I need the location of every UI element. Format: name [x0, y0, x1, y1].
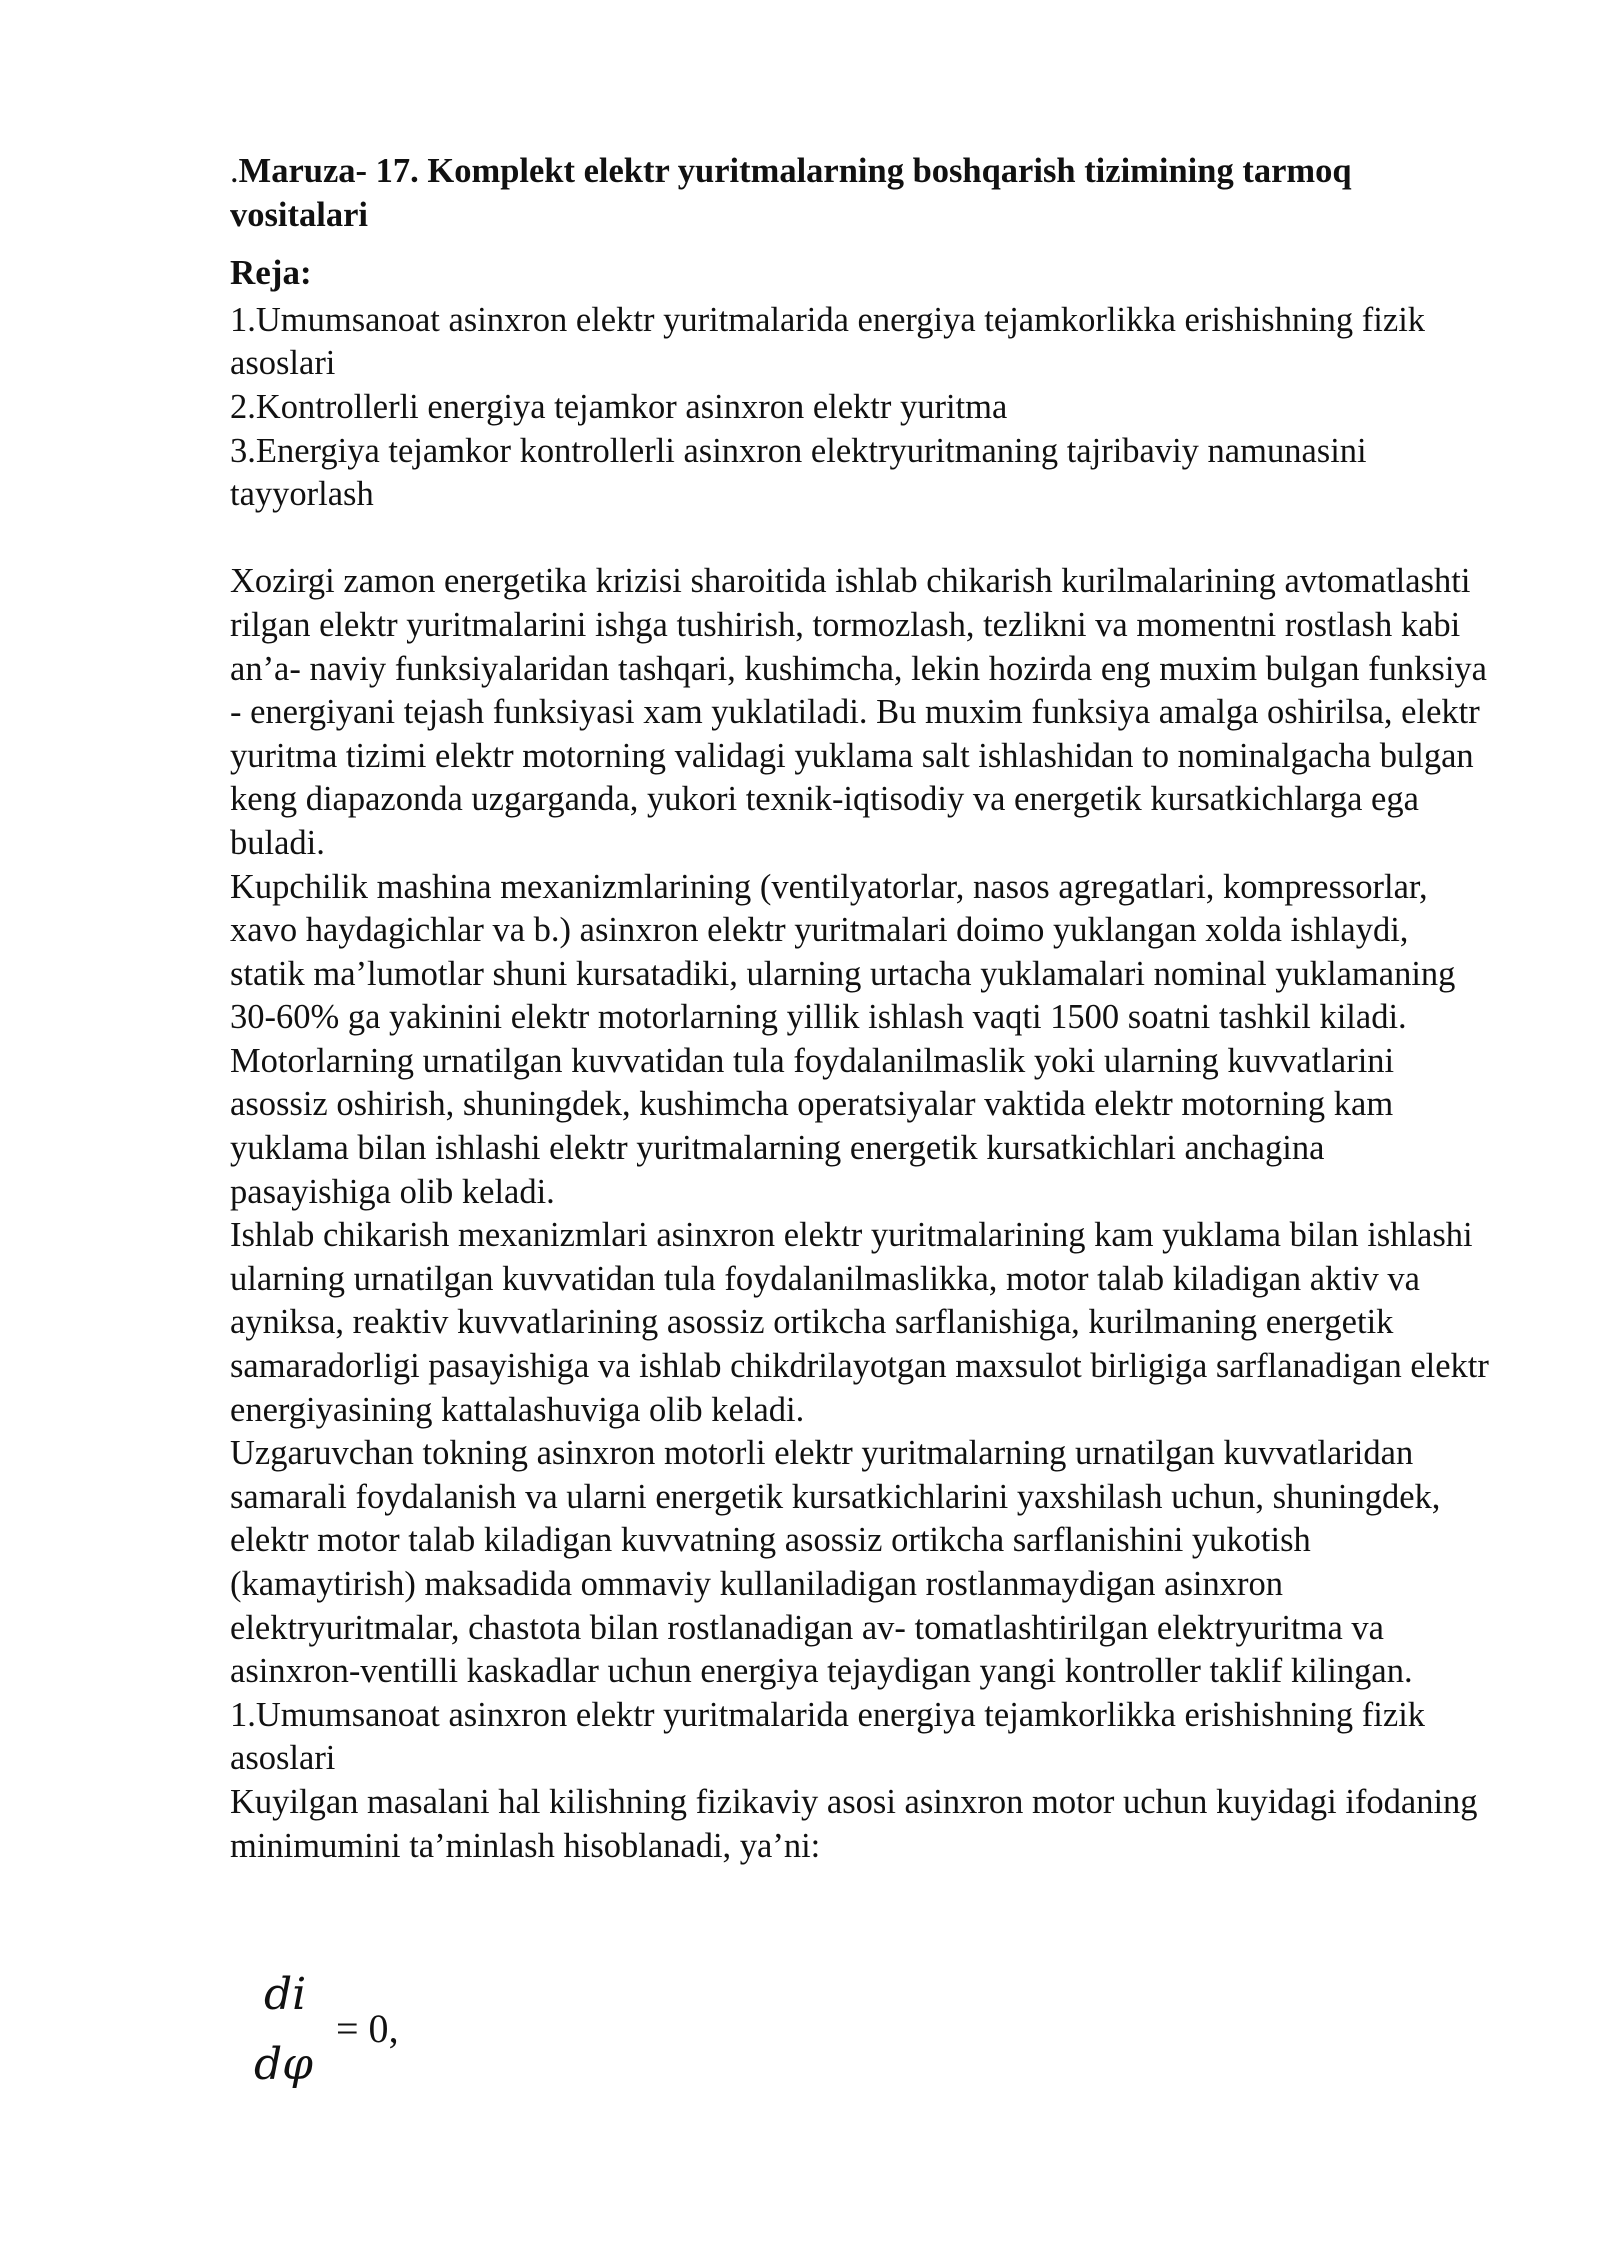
- paragraph: Uzgaruvchan tokning asinxron motorli elektr yuritmalarning urnatilgan kuvvatlaridan samarali foydalanish va ularni energetik kursatkichlarini yaxshilash uchun, shuningdek, elektr motor talab kiladigan kuvvatning asossiz ortikcha sarflanishini yukotish (kamaytirish) maksadida ommaviy kullaniladigan rostlanmaydigan asinxron elektryuritmalar, chastota bilan rostlanadigan av- tomatlashtirilgan elektryuritma va asinxron-ventilli kaskadlar uchun energiya tejaydigan yangi kontroller taklif kilingan.: [230, 1434, 1441, 1691]
- plan-item: 3.Energiya tejamkor kontrollerli asinxron elektryuritmaning tajribaviy namunasini tayyorlash: [230, 431, 1367, 514]
- plan-list: [230, 299, 1490, 517]
- formula-numerator: di: [264, 1969, 307, 2020]
- paragraph: Kuyilgan masalani hal kilishning fizikaviy asosi asinxron motor uchun kuyidagi ifodaning minimumini ta’minlash hisoblanadi, ya’ni:: [230, 1782, 1478, 1865]
- paragraph: Kupchilik mashina mexanizmlarining (ventilyatorlar, nasos agregatlari, kompressorlar, xavo haydagichlar va b.) asinxron elektr yuritmalari doimo yuklangan xolda ishlaydi, statik ma’lumotlar shuni kursatadiki, ularning urtacha yuklamalari nominal yuklamaning 30-60% ga yakinini elektr motorlarning yillik ishlash vaqti 1500 soatni tashkil kiladi.: [230, 867, 1456, 1037]
- formula-rhs: [336, 2004, 399, 2054]
- blank-line: [230, 517, 1490, 561]
- formula-comma: ,: [388, 2006, 399, 2051]
- body-text: [230, 560, 1490, 1868]
- document-content: [230, 150, 1490, 1868]
- formula-derivative: [254, 1970, 454, 2100]
- plan-item: 1.Umumsanoat asinxron elektr yuritmalarida energiya tejamkorlikka erishishning fizik asoslari: [230, 300, 1426, 383]
- paragraph: Xozirgi zamon energetika krizisi sharoitida ishlab chikarish kurilmalarining avtomatlashti rilgan elektr yuritmalarini ishga tushirish, tormozlash, tezlikni va momentni rostlash kabi an’a- naviy funksiyalaridan tashqari, kushimcha, lekin hozirda eng muxim bulgan funksiya - energiyani tejash funksiyasi xam yuklatiladi. Bu muxim funksiya amalga oshirilsa, elektr yuritma tizimi elektr motorning validagi yuklama salt ishlashidan to nominalgacha bulgan keng diapazonda uzgarganda, yukori texnik-iqtisodiy va energetik kursatkichlarga ega buladi.: [230, 562, 1487, 862]
- formula-denominator: dφ: [254, 2039, 313, 2090]
- title-prefix: .: [230, 152, 239, 190]
- fraction-bar: [254, 2029, 316, 2030]
- paragraph: Ishlab chikarish mexanizmlari asinxron elektr yuritmalarining kam yuklama bilan ishlashi ularning urnatilgan kuvvatidan tula foydalanilmaslikka, motor talab kiladigan aktiv va ayniksa, reaktiv kuvvatlarining asossiz ortikcha sarflanishiga, kurilmaning energetik samaradorligi pasayishiga va ishlab chikdrilayotgan maxsulot birligiga sarflanadigan elektr energiyasining kattalashuviga olib keladi.: [230, 1216, 1489, 1429]
- title-text: Maruza- 17. Komplekt elektr yuritmalarning boshqarish tizimining tarmoq vositalari: [230, 152, 1352, 234]
- plan-item: 2.Kontrollerli energiya tejamkor asinxron elektr yuritma: [230, 387, 1008, 426]
- formula-equals: = 0: [336, 2006, 389, 2051]
- section-heading: 1.Umumsanoat asinxron elektr yuritmalarida energiya tejamkorlikka erishishning fizik asoslari: [230, 1695, 1426, 1778]
- paragraph: Motorlarning urnatilgan kuvvatidan tula foydalanilmaslik yoki ularning kuvvatlarini asossiz oshirish, shuningdek, kushimcha operatsiyalar vaktida elektr motorning kam yuklama bilan ishlashi elektr yuritmalarning energetik kursatkichlari anchagina pasayishiga olib keladi.: [230, 1041, 1395, 1211]
- lecture-title: [230, 150, 1490, 237]
- plan-heading: Reja:: [230, 253, 312, 293]
